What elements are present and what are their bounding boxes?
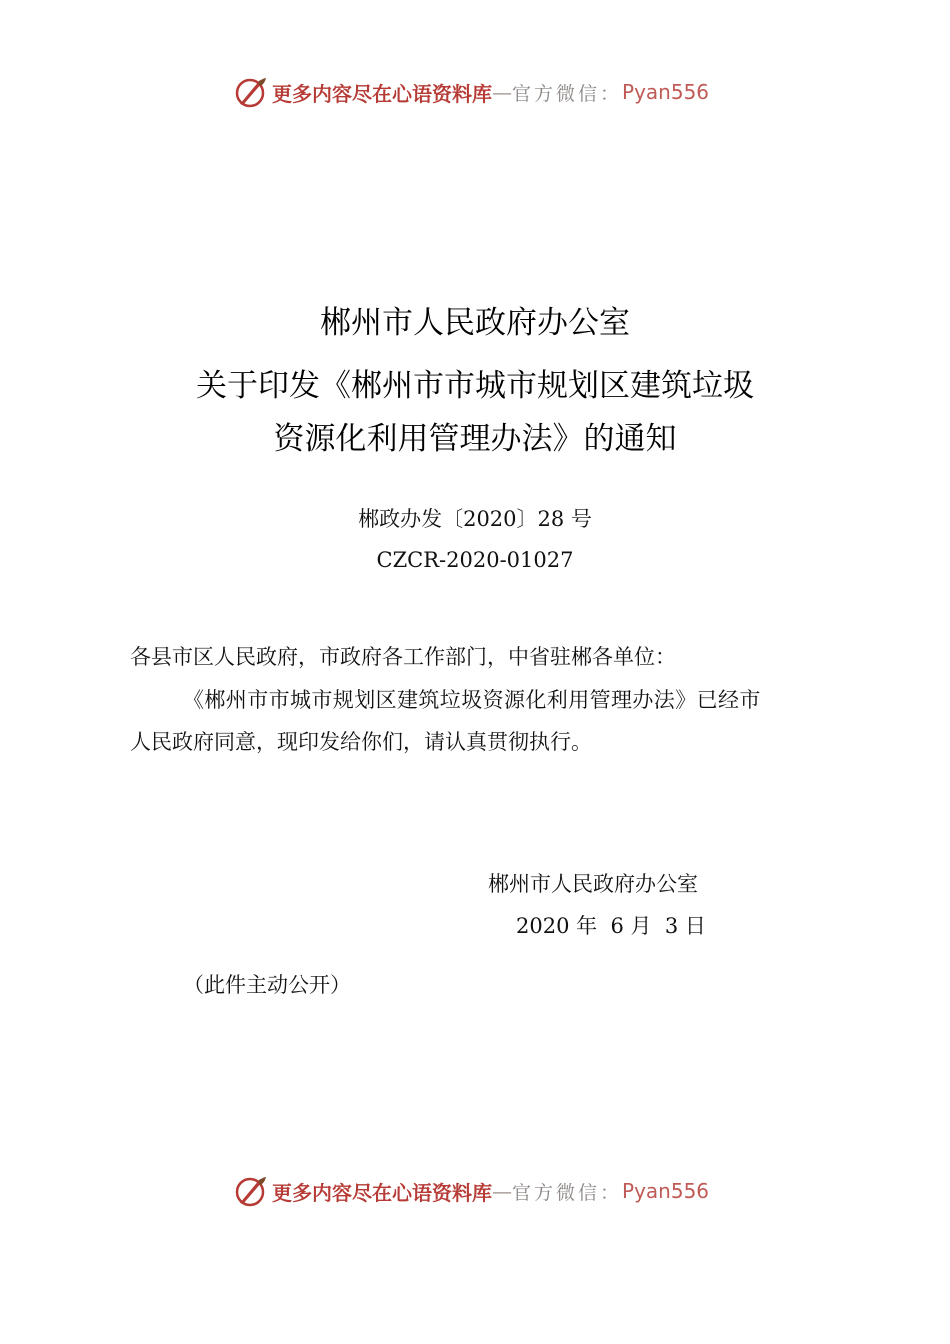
quill-seal-icon [232,74,268,110]
signature-date: 2020 年 6 月 3 日 [516,914,706,938]
title-line-2: 关于印发《郴州市市城市规划区建筑垃圾 [196,368,754,404]
banner-lead-text: 更多内容尽在心语资料库 [272,81,492,106]
banner-wechat-id: Pyan556 [622,80,710,104]
document-number: 郴政办发〔2020〕28 号 [358,507,592,531]
banner-wechat-id: Pyan556 [622,1179,710,1203]
body-line-2: 人民政府同意，现印发给你们，请认真贯彻执行。 [130,730,592,754]
title-line-1: 郴州市人民政府办公室 [320,305,630,341]
title-line-3: 资源化利用管理办法》的通知 [273,421,677,457]
disclosure-note: （此件主动公开） [183,973,351,997]
footer-banner [232,1171,752,1211]
banner-tail-text: 官方微信： [512,1181,623,1204]
banner-dash: — [492,1179,512,1203]
banner-tail-text: 官方微信： [512,82,623,105]
signature-org: 郴州市人民政府办公室 [488,872,698,896]
banner-lead-text: 更多内容尽在心语资料库 [272,1180,492,1205]
header-banner [232,72,752,112]
quill-seal-icon [232,1173,268,1209]
addressee-line: 各县市区人民政府，市政府各工作部门，中省驻郴各单位： [130,645,676,669]
document-code: CZCR-2020-01027 [376,548,574,572]
body-line-1: 《郴州市市城市规划区建筑垃圾资源化利用管理办法》已经市 [183,688,761,712]
banner-dash: — [492,80,512,104]
